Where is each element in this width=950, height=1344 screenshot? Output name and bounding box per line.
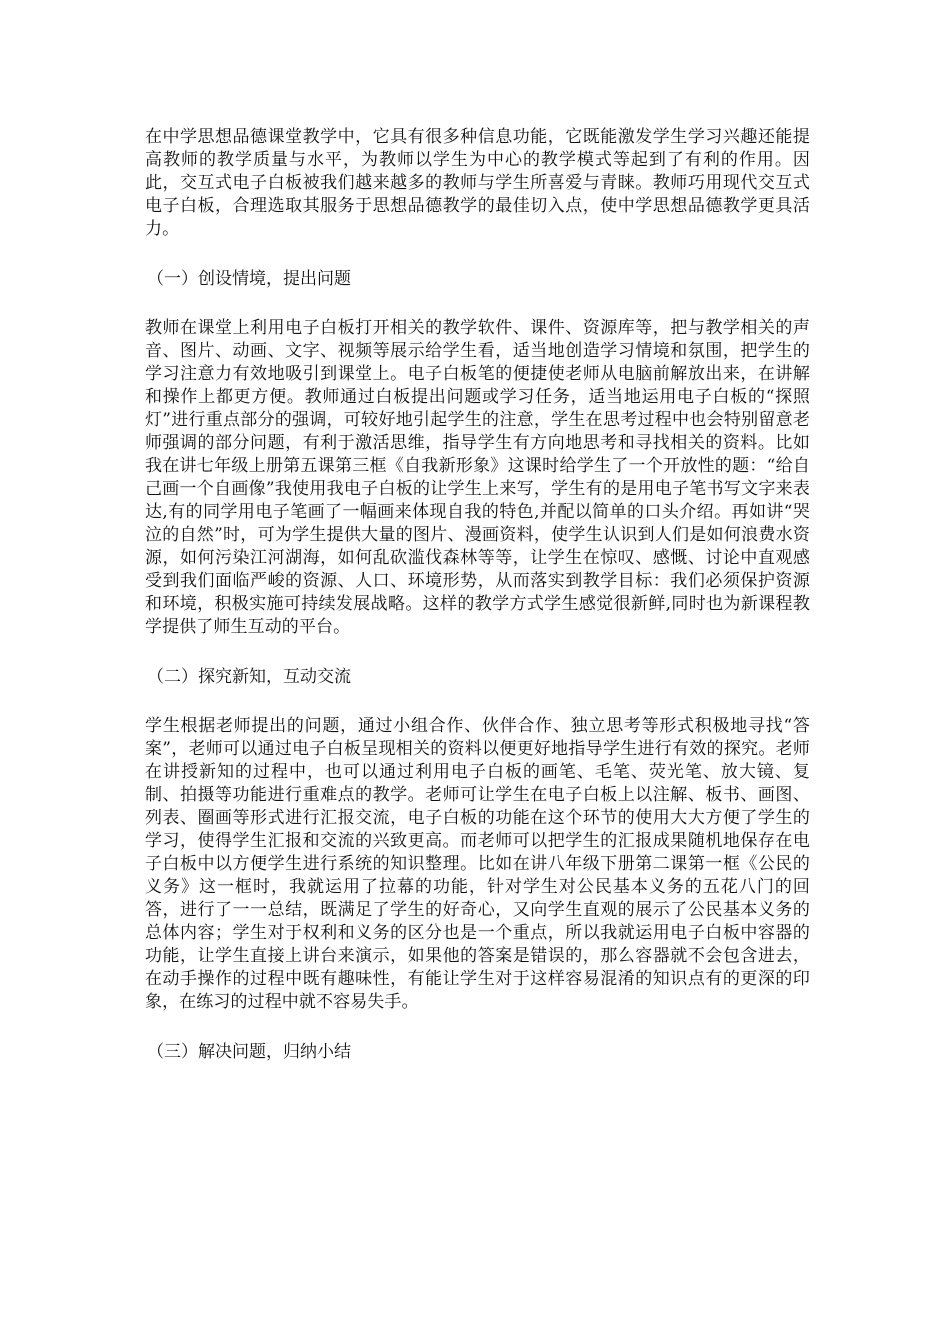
document-page	[145, 126, 810, 1064]
intro-paragraph: 在中学思想品德课堂教学中，它具有很多种信息功能，它既能激发学生学习兴趣还能提高教师的教学质量与水平，为教师以学生为中心的教学模式等起到了有利的作用。因此，交互式电子白板被我们越来越多的教师与学生所喜爱与青睐。教师巧用现代交互式电子白板，合理选取其服务于思想品德教学的最佳切入点，使中学思想品德教学更具活力。	[145, 127, 810, 239]
spacer	[145, 241, 810, 268]
section-body-1: 教师在课堂上利用电子白板打开相关的教学软件、课件、资源库等，把与教学相关的声音、图片、动画、文字、视频等展示给学生看，适当地创造学习情境和氛围，把学生的学习注意力有效地吸引到课堂上。电子白板笔的便捷使老师从电脑前解放出来，在讲解和操作上都更方便。教师通过白板提出问题或学习任务，适当地运用电子白板的“探照灯”进行重点部分的强调，可较好地引起学生的注意，学生在思考过程中也会特别留意老师强调的部分问题，有利于激活思维，指导学生有方向地思考和寻找相关的资料。比如我在讲七年级上册第五课第三框《自我新形象》这课时给学生了一个开放性的题：“给自己画一个自画像”我使用我电子白板的让学生上来写，学生有的是用电子笔书写文字来表达,有的同学用电子笔画了一幅画来体现自我的特色,并配以简单的口头介绍。再如讲“哭泣的自然”时，可为学生提供大量的图片、漫画资料，使学生认识到人们是如何浪费水资源，如何污染江河湖海，如何乱砍滥伐森林等等，让学生在惊叹、感慨、讨论中直观感受到我们面临严峻的资源、人口、环境形势，从而落实到教学目标：我们必须保护资源和环境，积极实施可持续发展战略。这样的教学方式学生感觉很新鲜,同时也为新课程教学提供了师生互动的平台。	[145, 318, 810, 637]
section-body-2: 学生根据老师提出的问题，通过小组合作、伙伴合作、独立思考等形式积极地寻找“答案”，老师可以通过电子白板呈现相关的资料以便更好地指导学生进行有效的探究。老师在讲授新知的过程中，也可以通过利用电子白板的画笔、毛笔、荧光笔、放大镜、复制、拍摄等功能进行重难点的教学。老师可让学生在电子白板上以注解、板书、画图、列表、圈画等形式进行汇报交流，电子白板的功能在这个环节的使用大大方便了学生的学习，使得学生汇报和交流的兴致更高。而老师可以把学生的汇报成果随机地保存在电子白板中以方便学生进行系统的知识整理。比如在讲八年级下册第二课第一框《公民的义务》这一框时，我就运用了拉幕的功能，针对学生对公民基本义务的五花八门的回答，进行了一一总结，既满足了学生的好奇心，又向学生直观的展示了公民基本义务的总体内容；学生对于权利和义务的区分也是一个重点，所以我就运用电子白板中容器的功能，让学生直接上讲台来演示，如果他的答案是错误的，那么容器就不会包含进去，在动手操作的过程中既有趣味性，有能让学生对于这样容易混淆的知识点有的更深的印象，在练习的过程中就不容易失手。	[145, 716, 810, 1012]
section-heading-2: （二）探究新知，互动交流	[147, 667, 351, 687]
section-heading-1: （一）创设情境，提出问题	[147, 269, 351, 289]
spacer	[145, 639, 810, 666]
section-heading-3: （三）解决问题，归纳小结	[147, 1042, 351, 1062]
spacer	[145, 689, 810, 715]
spacer	[145, 291, 810, 317]
spacer	[145, 1014, 810, 1041]
